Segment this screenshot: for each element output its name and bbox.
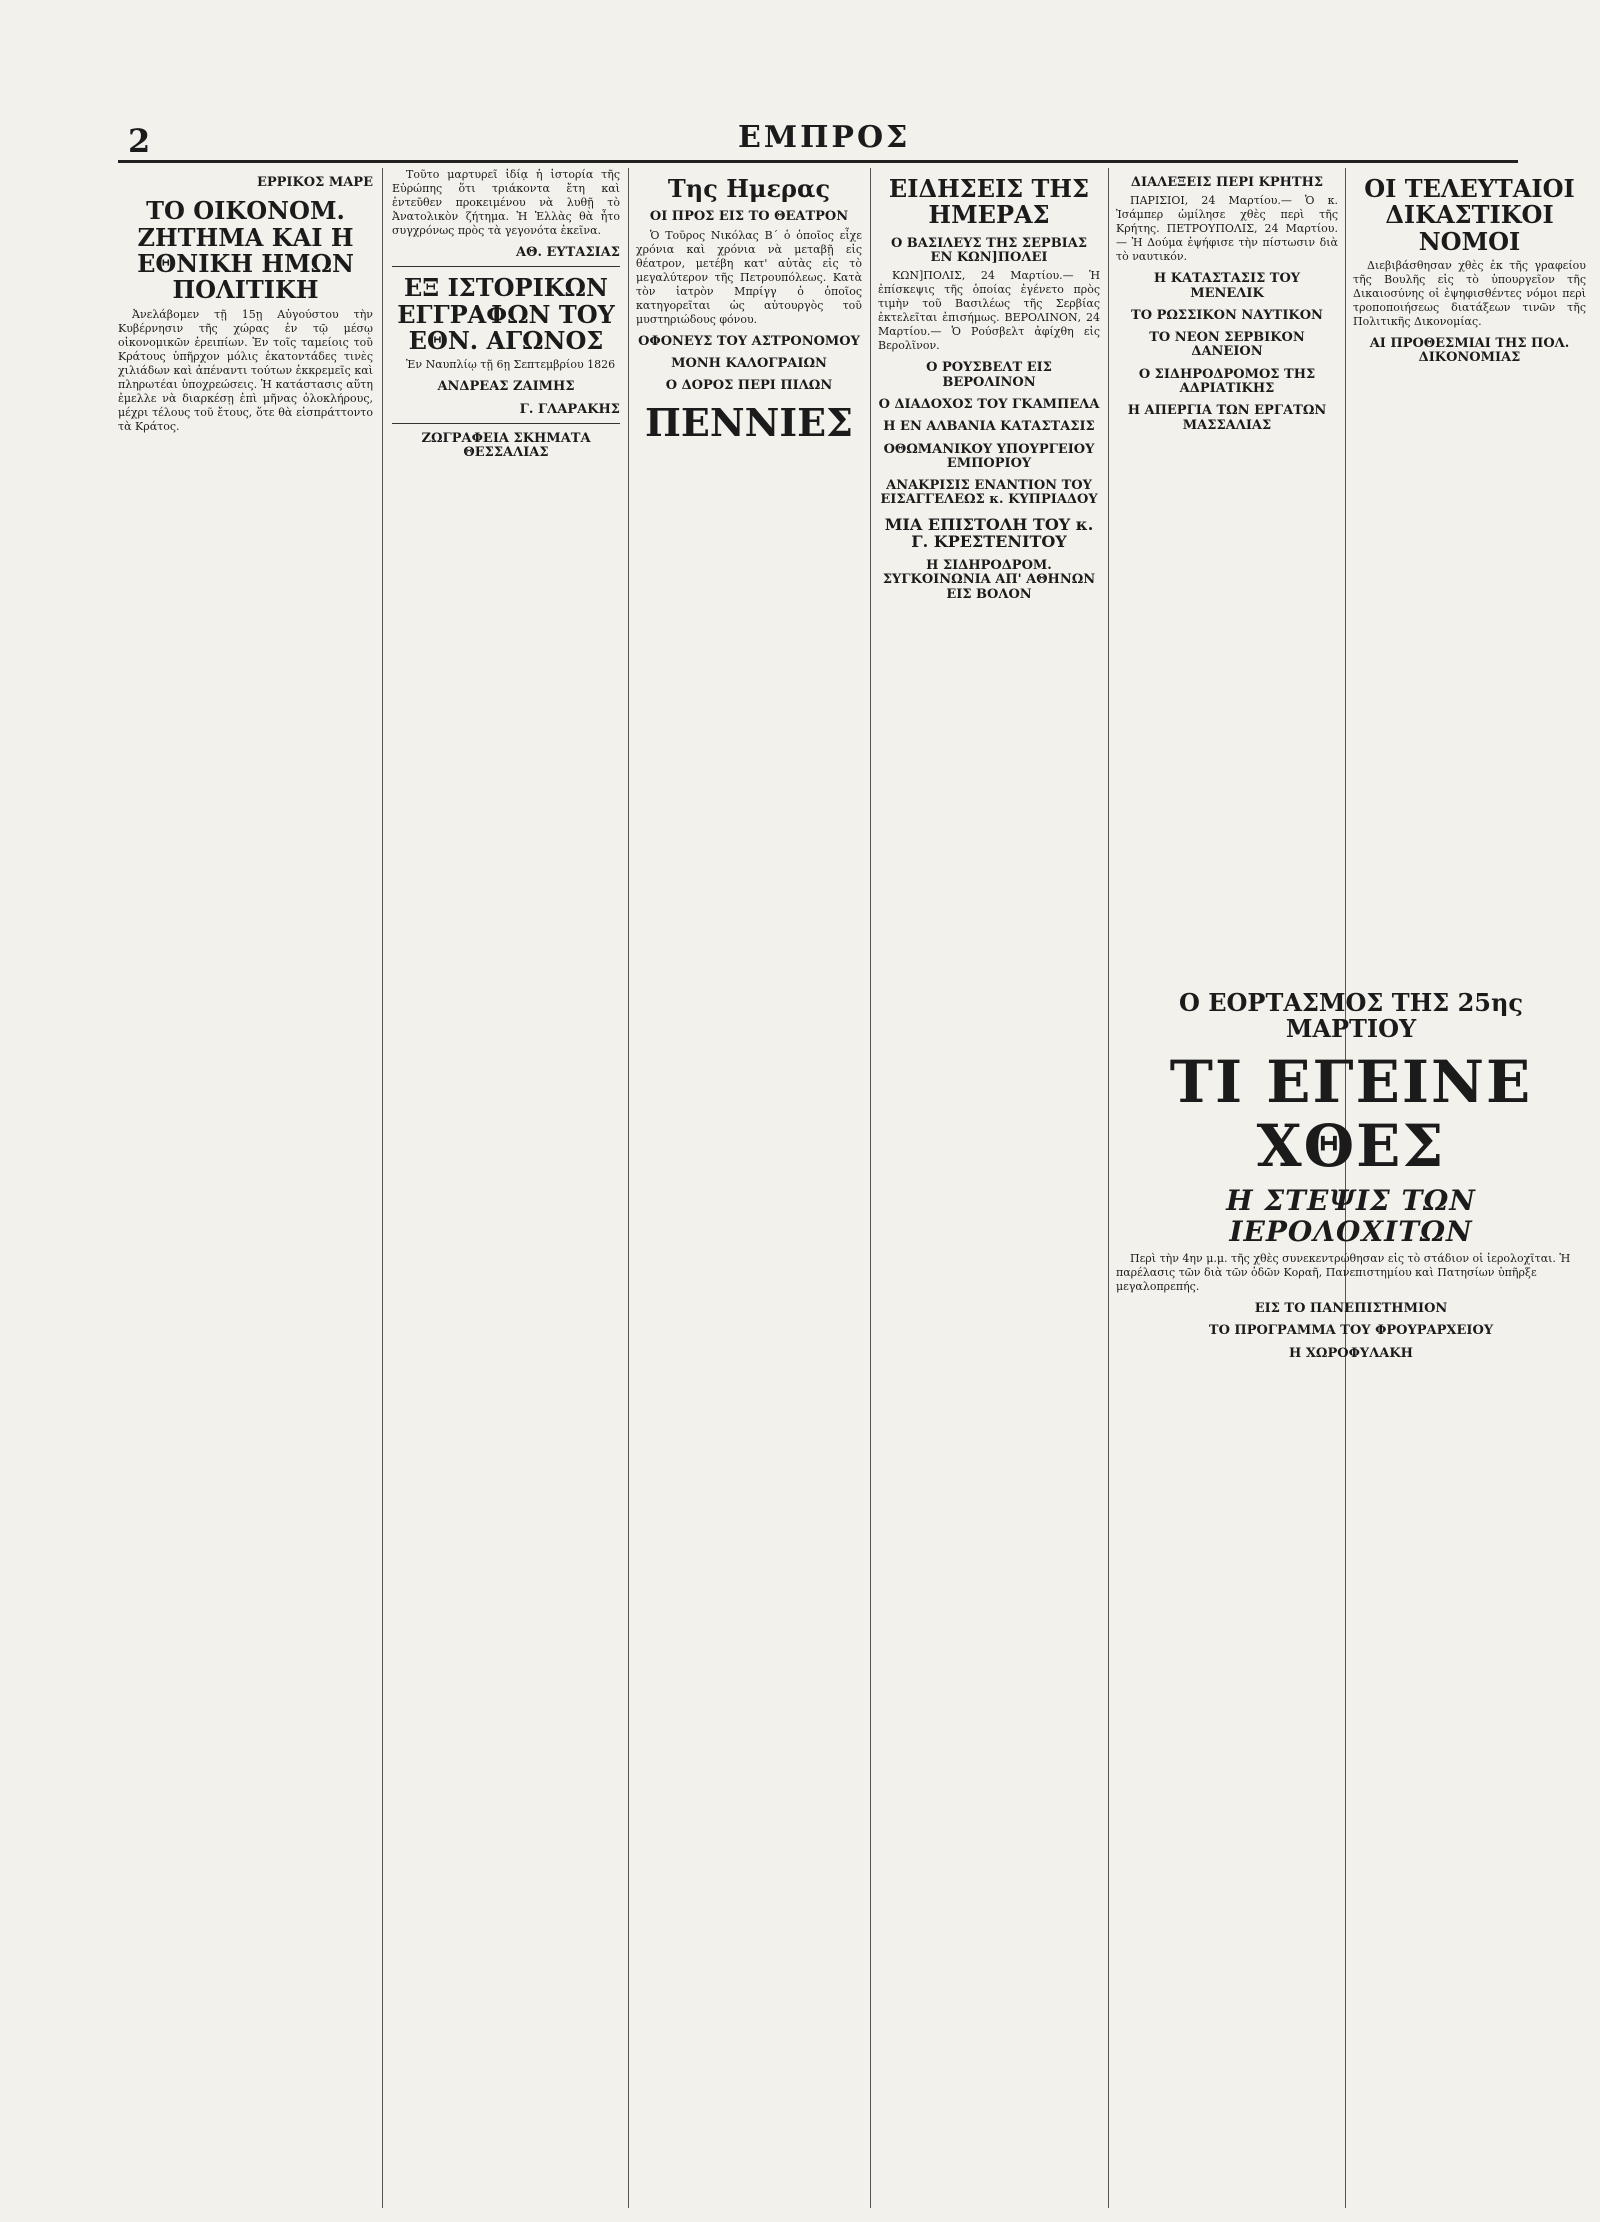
section-heading: Η ΑΠΕΡΓΙΑ ΤΩΝ ΕΡΓΑΤΩΝ ΜΑΣΣΑΛΙΑΣ: [1127, 403, 1327, 433]
date-line: Ἐν Ναυπλίῳ τῇ 6ῃ Σεπτεμβρίου 1826: [406, 358, 616, 372]
article-text: ΠΑΡΙΣΙΟΙ, 24 Μαρτίου.— Ὁ κ. Ἰσάμπερ ὡμίλησε χθὲς περὶ τῆς Κρήτης. ΠΕΤΡΟΥΠΟΛΙΣ, 24 Μαρτίου.— Ἡ Δούμα ἐψήφισε τὴν πίστωσιν διὰ τὸ ναυτικόν.: [1116, 194, 1338, 264]
secretary-name: Γ. ΓΛΑΡΑΚΗΣ: [519, 401, 620, 417]
article-text: ΚΩΝ]ΠΟΛΙΣ, 24 Μαρτίου.— Ἡ ἐπίσκεψις τῆς ὁποίας ἐγένετο πρὸς τιμὴν τοῦ Βασιλέως τῆς Σερβίας ἐκτελεῖται ἐπισήμως. ΒΕΡΟΛΙΝΟΝ, 24 Μαρτίου.— Ὁ Ρούσβελτ ἀφίχθη εἰς Βερολῖνον.: [878, 269, 1100, 353]
headline-judicial-laws: ΟΙ ΤΕΛΕΥΤΑΙΟΙ ΔΙΚΑΣΤΙΚΟΙ ΝΟΜΟΙ: [1364, 174, 1575, 256]
section-heading: ΟΙ ΠΡΟΣ ΕΙΣ ΤΟ ΘΕΑΤΡΟΝ: [649, 209, 849, 225]
column-rule: [628, 168, 629, 2208]
column-3: [636, 168, 862, 2208]
divider: [392, 423, 620, 424]
masthead: [118, 120, 1518, 163]
feature-subtitle: Η ΣΤΕΨΙΣ ΤΩΝ ΙΕΡΟΛΟΧΙΤΩΝ: [1226, 1184, 1476, 1249]
section-heading: Η ΚΑΤΑΣΤΑΣΙΣ ΤΟΥ ΜΕΝΕΛΙΚ: [1153, 271, 1301, 301]
section-heading: Ο ΔΟΡΟΣ ΠΕΡΙ ΠΙΛΩΝ: [665, 378, 833, 394]
byline: ΕΡΡΙΚΟΣ ΜΑΡΕ: [256, 175, 373, 190]
headline-of-the-day: Της Ημερας: [667, 174, 831, 203]
section-heading: Η ΣΙΔΗΡΟΔΡΟΜ. ΣΥΓΚΟΙΝΩΝΙΑ ΑΠ' ΑΘΗΝΩΝ ΕΙΣ ΒΟΛΟΝ: [882, 557, 1096, 602]
article-text: Ἀνελάβομεν τῇ 15ῃ Αὐγούστου τὴν Κυβέρνησιν τῆς χώρας ἐν τῷ μέσῳ οἰκονομικῶν ἐρειπίων. Ἐν τοῖς ταμείοις τοῦ Κράτους ὑπῆρχον μόλις ἑκατοντάδες τινὲς χιλιάδων καὶ ἀπέναντι τούτων ἐκκρεμεῖς καὶ πληρωτέαι ὑποχρεώσεις. Ἡ κατάστασις αὕτη ἐμελλε νὰ διαρκέσῃ ἐπὶ μῆνας ὁλοκλήρους, μέχρι τέλους τοῦ ἔτους, ὅτε θὰ εἰσπράττοντο τὰ Κράτος.: [118, 307, 373, 433]
headline-pennies: ΠΕΝΝΙΕΣ: [645, 399, 853, 445]
section-heading: ΜΟΝΗ ΚΑΛΟΓΡΑΙΩΝ: [671, 355, 827, 371]
article-text: Τοῦτο μαρτυρεῖ ἰδίᾳ ἡ ἱστορία τῆς Εὐρώπης ὅτι τριάκοντα ἔτη καὶ ἐντεῦθεν προκειμένου νὰ λυθῇ τὸ Ἀνατολικὸν ζήτημα. Ἡ Ἑλλὰς θὰ ἦτο συγχρόνως πρὸς τὰ γεγονότα ἐκεῖνα.: [392, 168, 620, 237]
divider: [392, 266, 620, 267]
signature: ΑΘ. ΕΥΤΑΣΙΑΣ: [516, 245, 620, 260]
section-heading: ΑΙ ΠΡΟΘΕΣΜΙΑΙ ΤΗΣ ΠΟΛ. ΔΙΚΟΝΟΜΙΑΣ: [1369, 336, 1570, 366]
column-4: [878, 168, 1100, 2208]
headline-letter: ΜΙΑ ΕΠΙΣΤΟΛΗ ΤΟΥ κ. Γ. ΚΡΕΣΤΕΝΙΤΟΥ: [884, 514, 1094, 552]
headline-historical-documents: ΕΞ ΙΣΤΟΡΙΚΩΝ ΕΓΓΡΑΦΩΝ ΤΟΥ ΕΘΝ. ΑΓΩΝΟΣ: [397, 273, 615, 356]
section-heading: ΤΟ ΝΕΟΝ ΣΕΡΒΙΚΟΝ ΔΑΝΕΙΟΝ: [1149, 330, 1305, 360]
section-heading: ΤΟ ΡΩΣΣΙΚΟΝ ΝΑΥΤΙΚΟΝ: [1131, 307, 1323, 323]
section-heading: Η ΧΩΡΟΦΥΛΑΚΗ: [1289, 1345, 1413, 1361]
section-heading: Η ΕΝ ΑΛΒΑΝΙΑ ΚΑΤΑΣΤΑΣΙΣ: [883, 419, 1095, 435]
section-heading: Ο ΔΙΑΔΟΧΟΣ ΤΟΥ ΓΚΑΜΠΕΛΑ: [878, 396, 1100, 412]
section-heading: Ο ΣΙΔΗΡΟΔΡΟΜΟΣ ΤΗΣ ΑΔΡΙΑΤΙΚΗΣ: [1138, 366, 1316, 397]
page-number: 2: [128, 122, 151, 160]
column-5: [1116, 168, 1338, 973]
column-1: [118, 168, 373, 2208]
newspaper-title: ΕΜΠΡΟΣ: [738, 120, 911, 155]
section-heading: ΑΝΑΚΡΙΣΙΣ ΕΝΑΝΤΙΟΝ ΤΟΥ ΕΙΣΑΓΓΕΛΕΩΣ κ. ΚΥΠΡΙΑΔΟΥ: [880, 478, 1098, 508]
section-heading: ΤΟ ΠΡΟΓΡΑΜΜΑ ΤΟΥ ΦΡΟΥΡΑΡΧΕΙΟΥ: [1208, 1323, 1494, 1339]
section-heading: ΕΙΣ ΤΟ ΠΑΝΕΠΙΣΤΗΜΙΟΝ: [1254, 1300, 1448, 1316]
column-2: [392, 168, 620, 2208]
section-heading: ΟΦΟΝΕΥΣ ΤΟΥ ΑΣΤΡΟΝΟΜΟΥ: [638, 333, 860, 349]
section-heading: Ο ΒΑΣΙΛΕΥΣ ΤΗΣ ΣΕΡΒΙΑΣ ΕΝ ΚΩΝ]ΠΟΛΕΙ: [890, 235, 1088, 266]
column-6: [1353, 168, 1586, 973]
section-heading: ΖΩΓΡΑΦΕΙΑ ΣΚΗΜΑΤΑ ΘΕΣΣΑΛΙΑΣ: [421, 431, 591, 461]
article-text: Διεβιβάσθησαν χθὲς ἐκ τῆς γραφείου τῆς Βουλῆς εἰς τὸ ὑπουργεῖον τῆς Δικαιοσύνης οἱ ἐψηφισθέντες νόμοι περὶ τροποποιήσεως διατάξεων τινῶν τῆς Πολιτικῆς Δικονομίας.: [1353, 259, 1586, 329]
headline-economic-question: ΤΟ ΟΙΚΟΝΟΜ. ΖΗΤΗΜΑ ΚΑΙ Η ΕΘΝΙΚΗ ΗΜΩΝ ΠΟΛΙΤΙΚΗ: [137, 196, 354, 305]
article-text: Ὁ Τοῦρος Νικόλας Β΄ ὁ ὁποῖος εἶχε χρόνια καὶ χρόνια νὰ μεταβῇ εἰς θέατρον, μετέβη κατ' αὐτὰς εἰς τὸ μεγαλύτερον τῆς Πετρουπόλεως. Κατὰ τὸν ἰατρὸν Μπρίγγ ὁ ὁποῖος κατηγορεῖται ὡς αὐτουργὸς τοῦ μυστηριώδους φόνου.: [636, 228, 862, 326]
section-heading: Ο ΡΟΥΣΒΕΛΤ ΕΙΣ ΒΕΡΟΛΙΝΟΝ: [926, 360, 1052, 390]
feature-big-title: ΤΙ ΕΓΕΙΝΕ ΧΘΕΣ: [1169, 1047, 1533, 1180]
column-rule: [870, 168, 871, 2208]
section-heading: ΟΘΩΜΑΝΙΚΟΥ ΥΠΟΥΡΓΕΙΟΥ ΕΜΠΟΡΙΟΥ: [883, 441, 1095, 471]
feature-headline: Ο ΕΟΡΤΑΣΜΟΣ ΤΗΣ 25ης ΜΑΡΤΙΟΥ: [1178, 988, 1524, 1044]
headline-news-of-the-day: ΕΙΔΗΣΕΙΣ ΤΗΣ ΗΜΕΡΑΣ: [888, 174, 1090, 230]
feature-article: [1116, 982, 1586, 1365]
section-heading: ΔΙΑΛΕΞΕΙΣ ΠΕΡΙ ΚΡΗΤΗΣ: [1130, 175, 1324, 190]
column-rule: [382, 168, 383, 2208]
article-text: Περὶ τὴν 4ην μ.μ. τῆς χθὲς συνεκεντρώθησαν εἰς τὸ στάδιον οἱ ἱερολοχῖται. Ἡ παρέλασις τῶν διὰ τῶν ὁδῶν Κοραῆ, Πανεπιστημίου καὶ Πατησίων ὑπῆρξε μεγαλοπρεπής.: [1116, 1251, 1571, 1293]
column-rule: [1108, 168, 1109, 2208]
president-name: ΑΝΔΡΕΑΣ ΖΑΙΜΗΣ: [437, 379, 575, 395]
